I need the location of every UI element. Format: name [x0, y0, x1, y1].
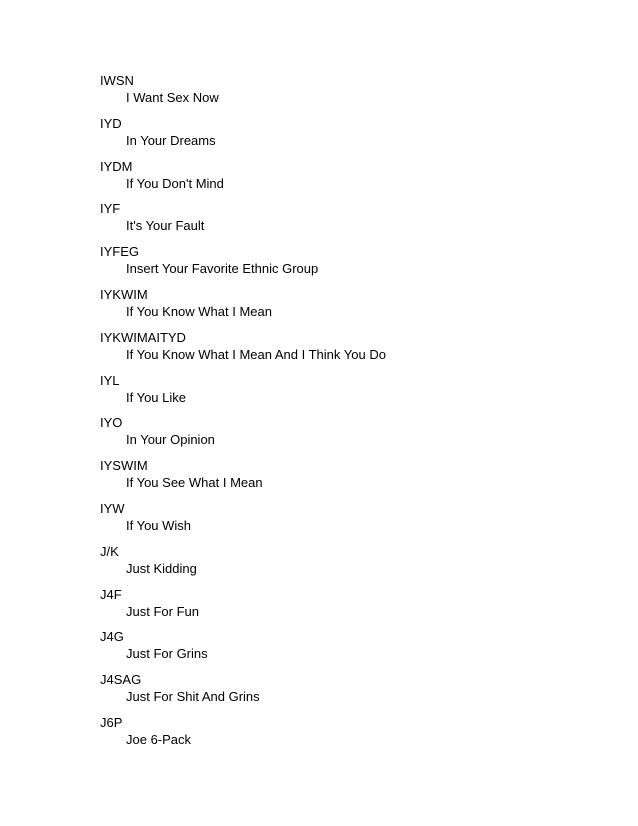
glossary-term: IYKWIMAITYD: [100, 329, 186, 345]
glossary-term: IYFEG: [100, 244, 140, 260]
glossary-entry: [100, 286, 580, 329]
glossary-entry: [100, 414, 580, 457]
glossary-term: IYDM: [100, 158, 133, 174]
glossary-term: IYSWIM: [100, 458, 148, 474]
glossary-term: IYKWIM: [100, 286, 148, 302]
glossary-term: IYO: [100, 415, 123, 431]
glossary-entry: [100, 200, 580, 243]
glossary-entry: [100, 457, 580, 500]
glossary-term: IYL: [100, 372, 120, 388]
glossary-entry: [100, 500, 580, 543]
glossary-entry: [100, 115, 580, 158]
glossary-definition: Just For Grins: [126, 646, 208, 662]
glossary-definition: Insert Your Favorite Ethnic Group: [126, 261, 319, 277]
glossary-term: IWSN: [100, 73, 134, 88]
glossary-entry: [100, 586, 580, 629]
glossary-term: J4SAG: [100, 672, 142, 688]
glossary-definition: If You Like: [126, 389, 186, 405]
glossary-term: IYW: [100, 500, 125, 516]
glossary-definition: Joe 6-Pack: [126, 731, 192, 747]
glossary-definition: If You Know What I Mean: [126, 303, 272, 319]
glossary-definition: Just For Fun: [126, 603, 199, 619]
glossary-term: J4F: [100, 586, 122, 602]
glossary-entry: [100, 714, 580, 757]
glossary-entry: [100, 372, 580, 415]
glossary-term: IYF: [100, 201, 121, 217]
glossary-entry: [100, 543, 580, 586]
glossary-definition: I Want Sex Now: [126, 90, 219, 105]
glossary-term: J4G: [100, 629, 124, 645]
glossary-entry: [100, 329, 580, 372]
glossary-entry: [100, 671, 580, 714]
glossary-definition: In Your Opinion: [126, 432, 215, 448]
glossary-entry: [100, 628, 580, 671]
glossary-term: IYD: [100, 115, 122, 131]
glossary-definition: If You See What I Mean: [126, 475, 263, 491]
glossary-entry: [100, 158, 580, 201]
glossary-definition: Just Kidding: [126, 560, 197, 576]
glossary-definition: If You Wish: [126, 517, 192, 533]
glossary-definition: If You Know What I Mean And I Think You Do: [126, 346, 386, 362]
glossary-term: J6P: [100, 714, 123, 730]
glossary-list: [100, 72, 580, 757]
glossary-entry: [100, 243, 580, 286]
glossary-definition: Just For Shit And Grins: [126, 689, 260, 705]
glossary-term: J/K: [100, 543, 119, 559]
glossary-definition: It's Your Fault: [126, 218, 205, 234]
glossary-definition: If You Don't Mind: [126, 175, 224, 191]
glossary-definition: In Your Dreams: [126, 132, 216, 148]
glossary-entry: [100, 72, 580, 115]
